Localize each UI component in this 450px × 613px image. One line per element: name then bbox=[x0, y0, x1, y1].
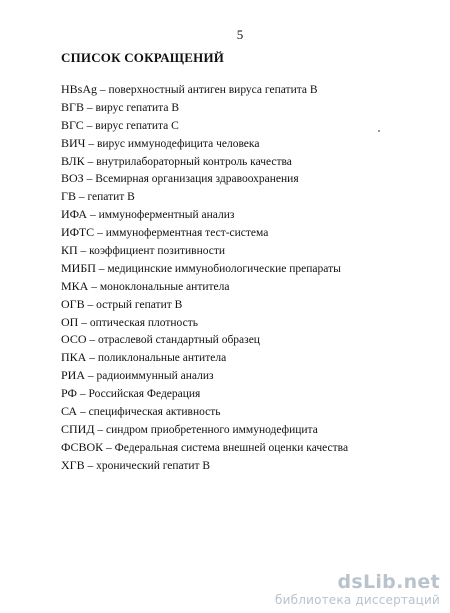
abbreviation-entry bbox=[61, 81, 348, 99]
abbreviation-term: ОП bbox=[61, 314, 79, 329]
abbreviation-definition: – радиоиммунный анализ bbox=[85, 370, 214, 383]
abbreviation-term: СПИД bbox=[61, 421, 95, 436]
abbreviation-term: ВОЗ bbox=[61, 171, 84, 186]
abbreviation-definition: – хронический гепатит В bbox=[84, 459, 211, 472]
abbreviation-entry bbox=[61, 224, 348, 242]
abbreviation-entry bbox=[61, 457, 348, 475]
abbreviation-definition: – медицинские иммунобиологические препараты bbox=[95, 262, 341, 275]
section-title: СПИСОК СОКРАЩЕНИЙ bbox=[61, 50, 225, 65]
abbreviation-definition: – иммуноферментный анализ bbox=[87, 209, 235, 222]
abbreviation-term: КП bbox=[61, 243, 78, 258]
abbreviation-definition: – вирус гепатита В bbox=[83, 101, 179, 114]
abbreviation-entry bbox=[61, 278, 348, 296]
abbreviation-definition: – Российская Федерация bbox=[76, 388, 201, 401]
page-number: 5 bbox=[236, 27, 244, 42]
abbreviation-entry bbox=[61, 349, 348, 367]
abbreviation-entry bbox=[61, 439, 348, 457]
abbreviation-term: МКА bbox=[61, 278, 89, 293]
abbreviation-entry bbox=[61, 135, 348, 153]
abbreviation-definition: – специфическая активность bbox=[77, 406, 221, 419]
abbreviation-term: РФ bbox=[61, 386, 77, 401]
abbreviation-definition: – гепатит В bbox=[75, 191, 135, 204]
abbreviation-term: ВГВ bbox=[61, 99, 84, 114]
abbreviation-definition: – Всемирная организация здравоохранения bbox=[83, 173, 299, 186]
abbreviation-term: ГВ bbox=[61, 189, 76, 204]
abbreviation-entry bbox=[61, 421, 348, 439]
abbreviation-entry bbox=[61, 314, 348, 332]
abbreviation-definition: – поверхностный антиген вируса гепатита В bbox=[97, 84, 318, 96]
watermark-caption: библиотека диссертаций bbox=[275, 593, 440, 607]
abbreviation-term: ВЛК bbox=[61, 153, 85, 168]
abbreviation-entry bbox=[61, 99, 348, 117]
abbreviation-entry bbox=[61, 296, 348, 314]
abbreviation-definition: – моноклональные антитела bbox=[88, 280, 230, 293]
abbreviation-definition: – синдром приобретенного иммунодефицита bbox=[94, 423, 318, 436]
watermark bbox=[275, 571, 440, 607]
abbreviation-entry bbox=[61, 188, 348, 206]
abbreviation-term: ОСО bbox=[61, 332, 87, 347]
abbreviation-term: ОГВ bbox=[61, 296, 85, 311]
abbreviation-term: ФСВОК bbox=[61, 439, 104, 454]
abbreviation-entry bbox=[61, 385, 348, 403]
abbreviation-entry bbox=[61, 242, 348, 260]
abbreviation-definition: – отраслевой стандартный образец bbox=[86, 334, 260, 347]
abbreviation-definition: – оптическая плотность bbox=[78, 316, 198, 329]
abbreviation-term: ВИЧ bbox=[61, 135, 86, 150]
abbreviation-entry bbox=[61, 153, 348, 171]
abbreviation-definition: – острый гепатит В bbox=[84, 298, 183, 311]
abbreviation-term: HBsAg bbox=[61, 82, 98, 96]
abbreviation-term: ВГС bbox=[61, 117, 84, 132]
abbreviation-entry bbox=[61, 206, 348, 224]
abbreviation-term: РИА bbox=[61, 368, 86, 383]
abbreviation-term: ИФА bbox=[61, 207, 88, 222]
abbreviation-definition: – Федеральная система внешней оценки качества bbox=[103, 441, 349, 454]
abbreviation-entry bbox=[61, 117, 348, 135]
abbreviation-entry bbox=[61, 331, 348, 349]
scan-speck bbox=[378, 130, 380, 132]
abbreviation-definition: – коэффициент позитивности bbox=[77, 245, 226, 258]
abbreviation-term: ХГВ bbox=[61, 457, 85, 472]
watermark-logo: dsLib.net bbox=[337, 571, 440, 593]
abbreviation-term: ПКА bbox=[61, 350, 87, 365]
abbreviation-entry bbox=[61, 170, 348, 188]
abbreviation-definition: – вирус иммунодефицита человека bbox=[85, 137, 260, 150]
abbreviation-definition: – вирус гепатита С bbox=[83, 119, 179, 132]
abbreviation-term: ИФТС bbox=[61, 225, 95, 240]
abbreviation-entry bbox=[61, 260, 348, 278]
abbreviation-list bbox=[61, 81, 348, 475]
abbreviation-definition: – иммуноферментная тест-система bbox=[94, 227, 269, 240]
abbreviation-entry bbox=[61, 403, 348, 421]
abbreviation-entry bbox=[61, 367, 348, 385]
abbreviation-definition: – внутрилабораторный контроль качества bbox=[84, 155, 292, 168]
abbreviation-term: МИБП bbox=[61, 260, 96, 275]
abbreviation-term: СА bbox=[61, 404, 78, 419]
abbreviation-definition: – поликлональные антитела bbox=[86, 352, 227, 365]
